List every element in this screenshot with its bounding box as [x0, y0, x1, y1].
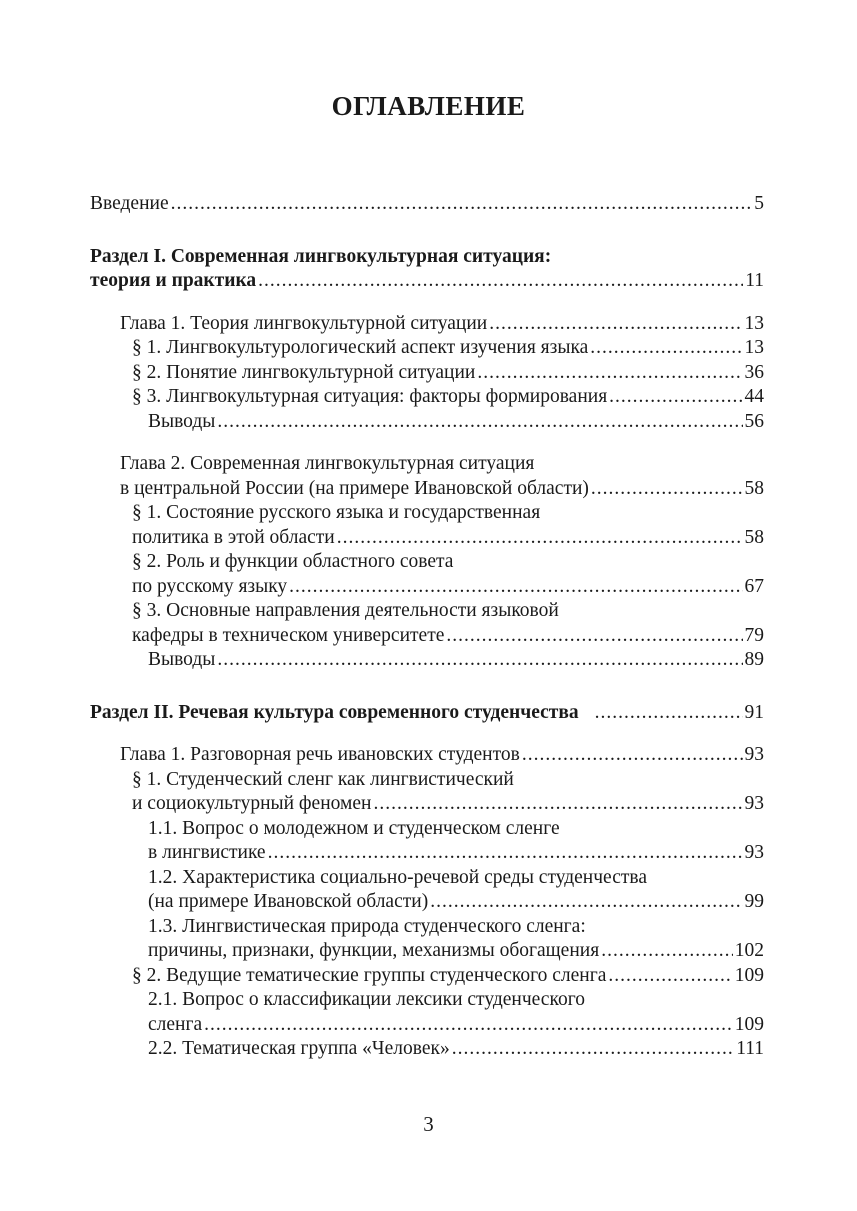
leader-dots [204, 1013, 733, 1038]
toc-entry-label: § 3. Лингвокультурная ситуация: факторы формирования [132, 386, 608, 407]
toc-entry-label: Глава 1. Разговорная речь ивановских студентов [120, 744, 520, 765]
toc-entry-label: Выводы [148, 649, 216, 670]
leader-dots [217, 410, 742, 435]
toc-entry-label: 2.2. Тематическая группа «Человек» [148, 1038, 450, 1059]
toc-entry-label: § 2. Понятие лингвокультурной ситуации [132, 361, 476, 383]
leader-dots [258, 269, 743, 294]
toc-page-number: 93 [744, 793, 764, 814]
toc-page-number: 58 [744, 477, 764, 499]
toc-page-number: 91 [744, 701, 764, 723]
toc-entry-label-cont: политика в этой области [132, 526, 335, 548]
leader-dots [373, 792, 742, 817]
toc-entry-paragraph-1-2-1[interactable] [90, 501, 764, 550]
toc-page-number: 93 [744, 744, 764, 765]
toc-page-number: 109 [734, 1013, 764, 1035]
toc-page-number: 111 [736, 1038, 764, 1059]
toc-entry-label: Глава 2. Современная лингвокультурная ситуация [120, 453, 535, 474]
toc-entry-label: Глава 1. Теория лингвокультурной ситуации [120, 312, 488, 334]
toc-entry-label: § 1. Состояние русского языка и государственная [132, 502, 541, 523]
toc-entry-label: 1.3. Лингвистическая природа студенческого сленга: [148, 915, 586, 937]
toc-page-number: 109 [734, 964, 764, 986]
toc-page-number: 67 [744, 575, 764, 597]
leader-dots [595, 701, 743, 726]
toc-entry-label-cont: и социокультурный феномен [132, 793, 372, 814]
leader-dots [609, 385, 742, 410]
toc-page-number: 89 [744, 649, 764, 670]
toc-entry-label: Раздел II. Речевая культура современного студенчества [90, 701, 579, 723]
toc-entry-subparagraph-2-1[interactable] [90, 988, 764, 1037]
toc-entry-label: § 2. Роль и функции областного совета [132, 551, 454, 572]
toc-page-number: 56 [744, 410, 764, 432]
leader-dots [590, 336, 742, 361]
leader-dots [591, 477, 743, 502]
toc-page-number: 58 [744, 526, 764, 548]
table-of-contents [90, 192, 764, 1062]
toc-page-number: 13 [744, 337, 764, 358]
toc-entry-subparagraph-1-2[interactable] [90, 866, 764, 915]
toc-page-number: 5 [754, 193, 764, 214]
leader-dots [477, 361, 742, 386]
toc-entry-label: Выводы [148, 410, 216, 432]
leader-dots [601, 939, 733, 964]
toc-entry-label: 1.2. Характеристика социально-речевой среды студенчества [148, 866, 647, 888]
leader-dots [522, 743, 743, 768]
toc-entry-label: § 1. Лингвокультурологический аспект изучения языка [132, 337, 589, 358]
toc-entry-subparagraph-1-1[interactable] [90, 817, 764, 866]
toc-page-number: 11 [745, 270, 764, 291]
leader-dots [289, 575, 742, 600]
toc-entry-section-2[interactable] [90, 701, 764, 726]
toc-page-number: 13 [744, 312, 764, 334]
toc-entry-paragraph-1-1-2[interactable] [90, 361, 764, 386]
toc-entry-conclusions-1-2[interactable] [90, 648, 764, 673]
toc-entry-chapter-1-2[interactable] [90, 452, 764, 501]
toc-page-number: 99 [744, 891, 764, 912]
toc-entry-label-cont: причины, признаки, функции, механизмы обогащения [148, 940, 600, 961]
toc-page-number: 93 [744, 842, 764, 863]
leader-dots [217, 648, 742, 673]
toc-entry-label: 2.1. Вопрос о классификации лексики студенческого [148, 989, 585, 1010]
toc-page-number: 44 [744, 386, 764, 407]
toc-entry-paragraph-1-1-3[interactable] [90, 385, 764, 410]
toc-entry-label: § 3. Основные направления деятельности языковой [132, 600, 559, 621]
toc-entry-chapter-1-1[interactable] [90, 312, 764, 337]
toc-entry-introduction[interactable] [90, 192, 764, 217]
toc-entry-paragraph-2-1-2[interactable] [90, 964, 764, 989]
toc-entry-label-cont: сленга [148, 1013, 203, 1035]
leader-dots [446, 624, 742, 649]
leader-dots [430, 890, 742, 915]
leader-dots [452, 1037, 734, 1062]
toc-entry-paragraph-2-1-1[interactable] [90, 768, 764, 817]
toc-entry-label-cont: кафедры в техническом университете [132, 624, 445, 646]
toc-entry-label: Раздел I. Современная лингвокультурная ситуация: [90, 245, 552, 267]
leader-dots [608, 964, 732, 989]
toc-entry-label-cont: теория и практика [90, 270, 257, 291]
toc-entry-paragraph-1-2-3[interactable] [90, 599, 764, 648]
toc-page-number: 79 [744, 624, 764, 646]
leader-dots [489, 312, 742, 337]
toc-entry-chapter-2-1[interactable] [90, 743, 764, 768]
leader-dots [268, 841, 743, 866]
toc-entry-label-cont: по русскому языку [132, 575, 288, 597]
page-number: 3 [423, 1112, 434, 1136]
toc-entry-subparagraph-1-3[interactable] [90, 915, 764, 964]
toc-entry-label: § 2. Ведущие тематические группы студенческого сленга [132, 964, 607, 986]
toc-page-number: 102 [734, 940, 764, 961]
toc-entry-label-cont: (на примере Ивановской области) [148, 891, 429, 912]
toc-page-number: 36 [744, 361, 764, 383]
leader-dots [337, 526, 743, 551]
leader-dots [171, 192, 753, 217]
toc-entry-paragraph-1-1-1[interactable] [90, 336, 764, 361]
toc-entry-section-1[interactable] [90, 245, 764, 294]
page-title: ОГЛАВЛЕНИЕ [331, 91, 526, 121]
toc-entry-subparagraph-2-2[interactable] [90, 1037, 764, 1062]
toc-entry-paragraph-1-2-2[interactable] [90, 550, 764, 599]
toc-entry-label-cont: в центральной России (на примере Ивановской области) [120, 477, 589, 499]
toc-entry-label: § 1. Студенческий сленг как лингвистический [132, 768, 514, 790]
toc-entry-conclusions-1-1[interactable] [90, 410, 764, 435]
toc-entry-label: 1.1. Вопрос о молодежном и студенческом сленге [148, 817, 560, 839]
toc-entry-label-cont: в лингвистике [148, 842, 266, 863]
toc-entry-label: Введение [90, 193, 169, 214]
